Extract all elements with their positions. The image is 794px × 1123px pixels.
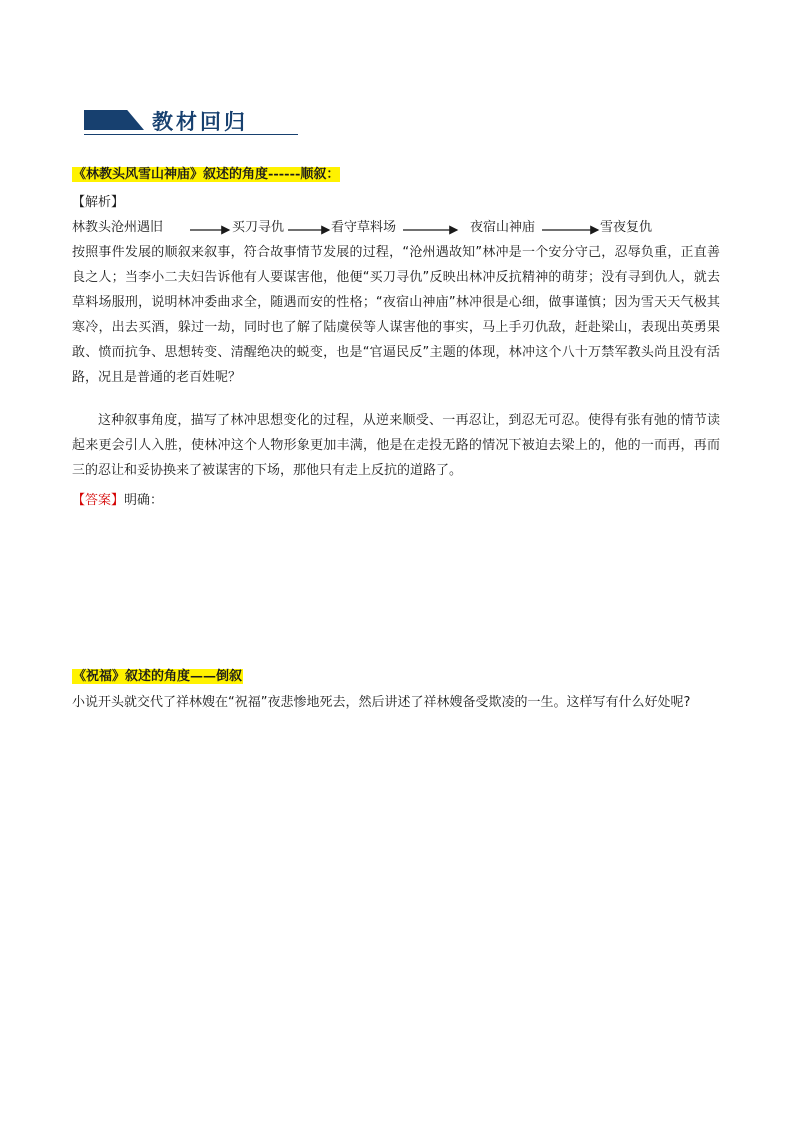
flow-step-3: 看守草料场 xyxy=(331,220,397,235)
section1-heading-wrap xyxy=(72,163,340,184)
section1-heading: 《林教头风雪山神庙》叙述的角度------顺叙： xyxy=(73,167,340,182)
banner-shape xyxy=(84,110,144,130)
event-flow xyxy=(72,219,732,239)
section1-paragraph-1: 按照事件发展的顺叙来叙事，符合故事情节发展的过程，“沧州遇故知”林冲是一个安分守己，忍辱负重，正直善良之人；当李小二夫妇告诉他有人要谋害他，他便“买刀寻仇”反映出林冲反抗精神的萌芽；没有寻到仇人，就去草料场服刑，说明林冲委曲求全，随遇而安的性格；“夜宿山神庙”林冲很是心细，做事谨慎；因为雪天天气极其寒冷，出去买酒，躲过一劫，同时也了解了陆虞侯等人谋害他的事实，马上手刃仇敌，赶赴梁山，表现出英勇果敢、愤而抗争、思想转变、清醒绝决的蜕变，也是“官逼民反”主题的体现，林冲这个八十万禁军教头尚且没有活路，况且是普通的老百姓呢？ xyxy=(72,245,720,385)
section2-paragraph: 小说开头就交代了祥林嫂在“祝福”夜悲惨地死去，然后讲述了祥林嫂备受欺凌的一生。这样写有什么好处呢? xyxy=(72,695,691,710)
section2-heading: 《祝福》叙述的角度——倒叙 xyxy=(73,669,243,684)
flow-step-5: 雪夜复仇 xyxy=(600,220,653,235)
banner-title: 教材回归 xyxy=(152,109,248,134)
analysis-label: 【解析】 xyxy=(72,195,125,210)
answer-line xyxy=(72,492,163,510)
flow-step-4: 夜宿山神庙 xyxy=(470,220,536,235)
section1-paragraph-2: 这种叙事角度，描写了林冲思想变化的过程，从逆来顺受、一再忍让，到忍无可忍。使得有张有弛的情节读起来更会引人入胜，使林冲这个人物形象更加丰满，他是在走投无路的情况下被迫去梁上的，他的一而再，再而三的忍让和妥协换来了被谋害的下场，那他只有走上反抗的道路了。 xyxy=(72,413,720,478)
flow-arrows xyxy=(72,219,732,239)
banner-underline xyxy=(84,134,298,135)
flow-step-1: 林教头沧州遇旧 xyxy=(72,220,164,235)
flow-step-2: 买刀寻仇 xyxy=(232,220,285,235)
section2-heading-wrap xyxy=(72,665,243,686)
answer-tag: 【答案】 xyxy=(72,493,125,508)
answer-text: 明确： xyxy=(124,493,164,508)
